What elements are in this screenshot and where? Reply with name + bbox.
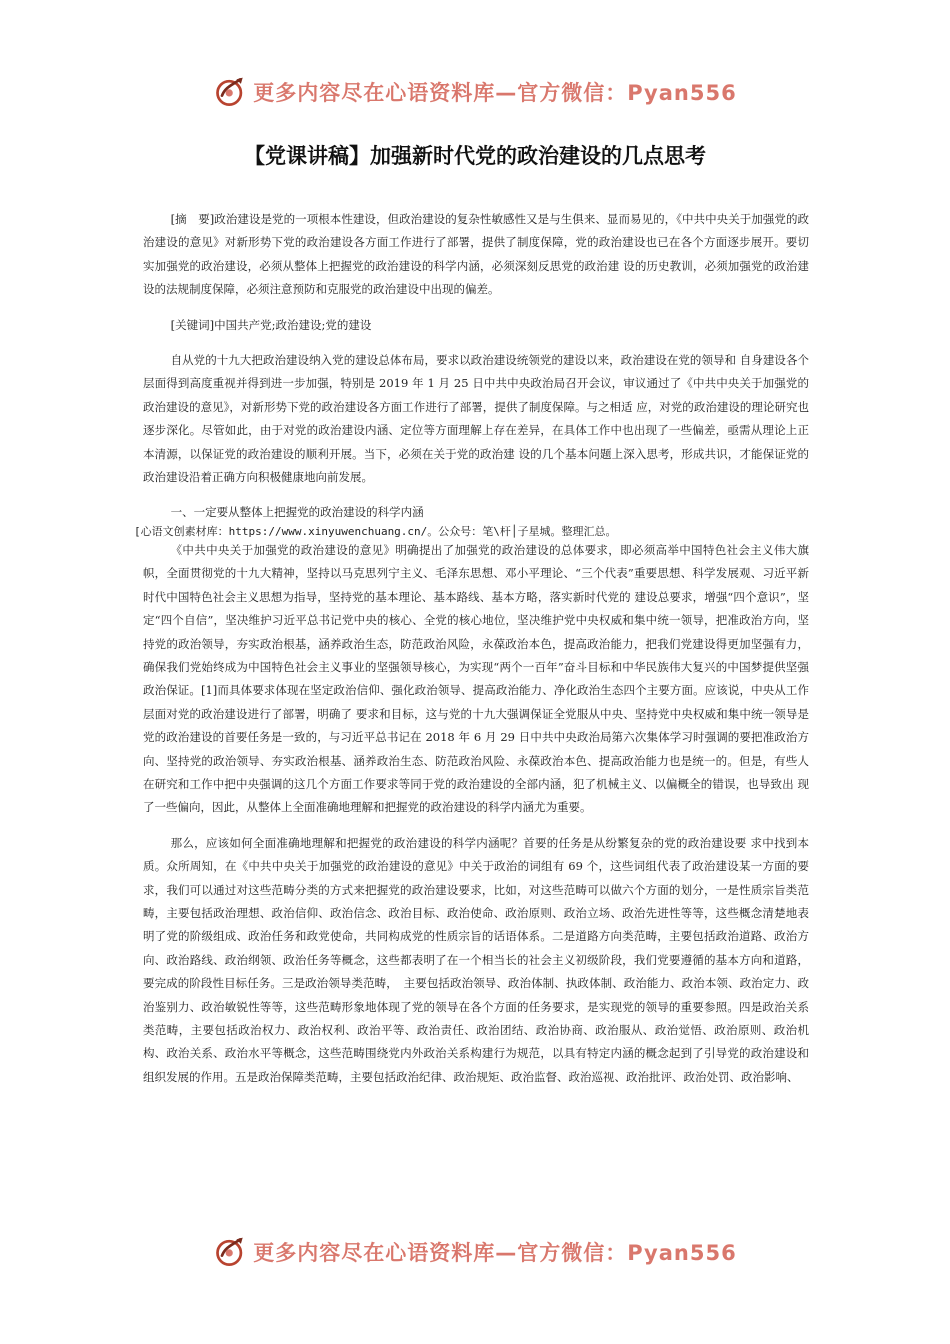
source-notice: [心语文创素材库：https://www.xinyuwenchuang.cn/。公众号：笔\杆│子星城。整理汇总。 xyxy=(134,524,617,538)
watermark-text: 更多内容尽在心语资料库—官方微信：Pyan556 xyxy=(253,1241,737,1265)
abstract-paragraph: [摘 要]政治建设是党的一项根本性建设，但政治建设的复杂性敏感性又是与生俱来、显而易见的，《中共中央关于加强党的政治建设的意见》对新形势下党的政治建设各方面工作进行了部署，提供了制度保障，党的政治建设也已在各个方面逐步展开。要切实加强党的政治建设，必须从整体上把握党的政治建设的科学内涵，必须深刻反思党的政治建 设的历史教训，必须加强党的政治建设的法规制度保障，必须注意预防和克服党的政治建设中出现的偏差。 xyxy=(143,212,809,297)
document-title: 【党课讲稿】加强新时代党的政治建设的几点思考 xyxy=(244,144,706,168)
body-paragraph-1: 自从党的十九大把政治建设纳入党的建设总体布局，要求以政治建设统领党的建设以来，政治建设在党的领导和 自身建设各个层面得到高度重视并得到进一步加强，特别是 2019 年 1 月 25 日中共中央政治局召开会议，审议通过了《中共中央关于加强党的政治建设的意见》，对新形势下党的政治建设各方面工作进行了部署，提供了制度保障。与之相适 应，对党的政治建设的理论研究也逐步深化。尽管如此，由于对党的政治建设内涵、定位等方面理解上存在差异，在具体工作中也出现了一些偏差，亟需从理论上正本清源，以保证党的政治建设的顺利开展。当下，必须在关于党的政治建 设的几个基本问题上深入思考，形成共识，才能保证党的政治建设沿着正确方向积极健康地向前发展。 xyxy=(143,353,809,485)
brand-logo-icon xyxy=(213,1234,249,1270)
body-paragraph-3: 那么，应该如何全面准确地理解和把握党的政治建设的科学内涵呢？首要的任务是从纷繁复杂的党的政治建设要 求中找到本质。众所周知，在《中共中央关于加强党的政治建设的意见》中关于政治的词组有 69 个，这些词组代表了政治建设某一方面的要求，我们可以通过对这些范畴分类的方式来把握党的政治建设要求，比如，对这些范畴可以做六个方面的划分，一是性质宗旨类范畴，主要包括政治理想、政治信仰、政治信念、政治目标、政治使命、政治原则、政治立场、政治先进性等等，这些概念清楚地表明了党的阶级组成、政治任务和政党使命，共同构成党的性质宗旨的话语体系。二是道路方向类范畴，主要包括政治道路、政治方向、政治路线、政治纲领、政治任务等概念，这些都表明了在一个相当长的社会主义初级阶段，我们党要遵循的基本方向和道路，要完成的阶段性目标任务。三是政治领导类范畴， 主要包括政治领导、政治体制、执政体制、政治能力、政治本领、政治定力、政治鉴别力、政治敏锐性等等，这些范畴形象地体现了党的领导在各个方面的任务要求，是实现党的领导的重要参照。四是政治关系类范畴，主要包括政治权力、政治权利、政治平等、政治责任、政治团结、政治协商、政治服从、政治觉悟、政治原则、政治机构、政治关系、政治水平等概念，这些范畴围绕党内外政治关系构建行为规范，以具有特定内涵的概念起到了引导党的政治建设和组织发展的作用。五是政治保障类范畴，主要包括政治纪律、政治规矩、政治监督、政治巡视、政治批评、政治处罚、政治影响、 xyxy=(143,835,809,1084)
watermark-text: 更多内容尽在心语资料库—官方微信：Pyan556 xyxy=(253,81,737,105)
footer-watermark-banner xyxy=(0,1232,950,1272)
header-watermark-banner xyxy=(0,72,950,112)
section-heading-1: 一、一定要从整体上把握党的政治建设的科学内涵 xyxy=(170,505,424,520)
document-body xyxy=(134,208,809,1101)
brand-logo-icon xyxy=(213,74,249,110)
body-paragraph-2: 《中共中央关于加强党的政治建设的意见》明确提出了加强党的政治建设的总体要求，即必须高举中国特色社会主义伟大旗帜，全面贯彻党的十九大精神，坚持以马克思列宁主义、毛泽东思想、邓小平理论、“三个代表”重要思想、科学发展观、习近平新时代中国特色社会主义思想为指导，坚持党的基本理论、基本路线、基本方略，落实新时代党的 建设总要求，增强“四个意识”，坚定“四个自信”，坚决维护习近平总书记党中央的核心、全党的核心地位，坚决维护党中央权威和集中统一领导，把准政治方向，坚持党的政治领导，夯实政治根基，涵养政治生态，防范政治风险，永葆政治本色，提高政治能力，把我们党建设得更加坚强有力，确保我们党始终成为中国特色社会主义事业的坚强领导核心，为实现“两个一百年”奋斗目标和中华民族伟大复兴的中国梦提供坚强政治保证。[1]而具体要求体现在坚定政治信仰、强化政治领导、提高政治能力、净化政治生态四个主要方面。应该说，中央从工作层面对党的政治建设进行了部署，明确了 要求和目标，这与党的十九大强调保证全党服从中央、坚持党中央权威和集中统一领导是党的政治建设的首要任务是一致的，与习近平总书记在 2018 年 6 月 29 日中共中央政治局第六次集体学习时强调的要把准政治方向、坚持党的政治领导、夯实政治根基、涵养政治生态、防范政治风险、永葆政治本色、提高政治能力也是统一的。但是，有些人在研究和工作中把中央强调的这几个方面工作要求等同于党的政治建设的全部内涵，犯了机械主义、以偏概全的错误，也导致出 现了一些偏向，因此，从整体上全面准确地理解和把握党的政治建设的科学内涵尤为重要。 xyxy=(143,542,809,815)
keywords-paragraph: [关键词]中国共产党;政治建设;党的建设 xyxy=(170,317,372,332)
